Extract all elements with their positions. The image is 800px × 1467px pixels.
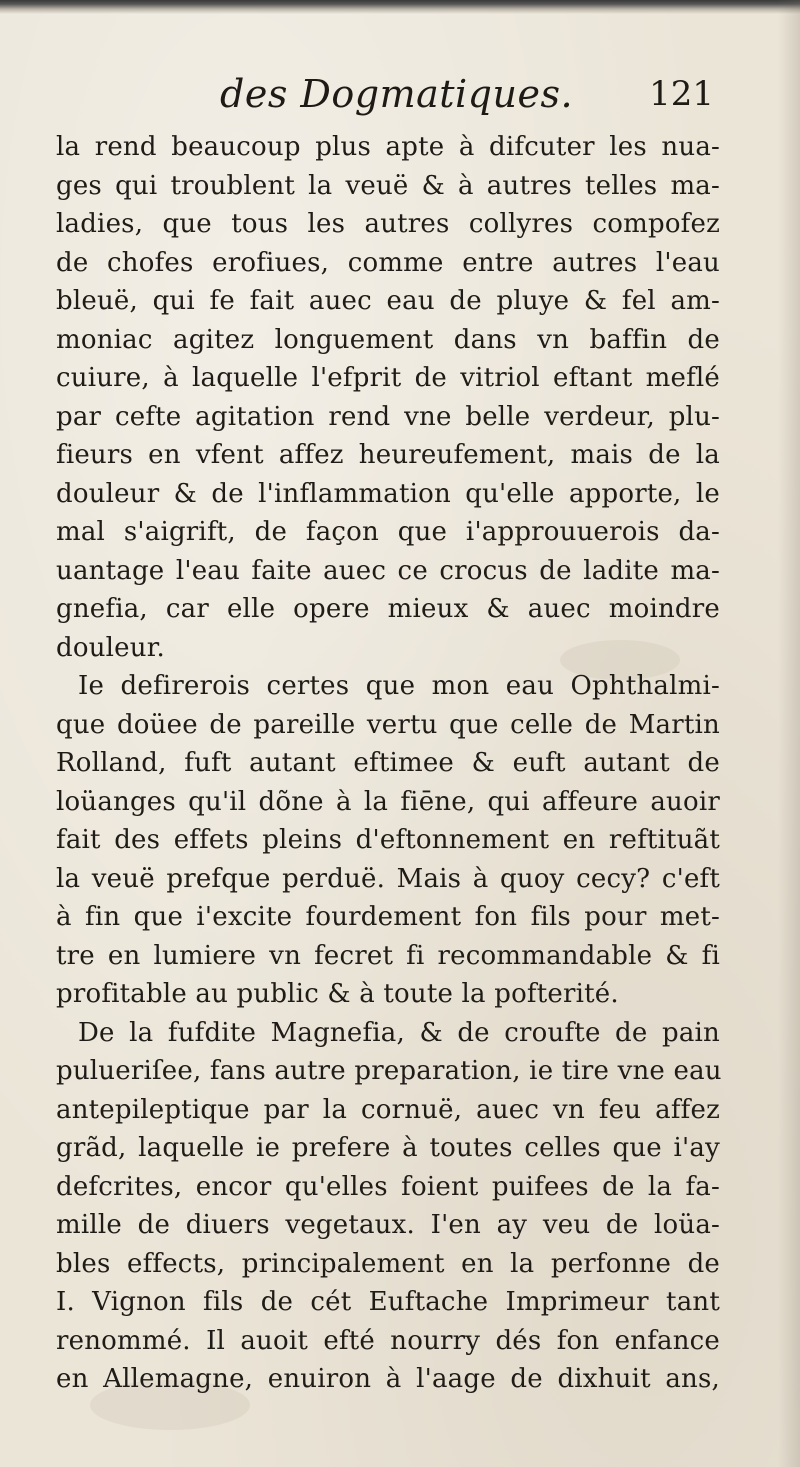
text-line: ges qui troublent la veuë & à autres telles ma-: [56, 170, 720, 201]
text-line: I. Vignon fils de cét Euftache Imprimeur tant: [56, 1287, 720, 1317]
body-text: [56, 128, 720, 1399]
text-line: loüanges qu'il dõne à la fiēne, qui affeure auoir: [56, 786, 720, 817]
text-line: uantage l'eau faite auec ce crocus de ladite ma-: [56, 555, 720, 586]
text-line: tre en lumiere vn fecret fi recommandable & fi: [56, 940, 720, 971]
text-line: Rolland, fuft autant eftimee & euft autant de: [56, 748, 720, 778]
text-line: cuiure, à laquelle l'efprit de vitriol eftant meflé: [56, 363, 720, 393]
text-line: en Allemagne, enuiron à l'aage de dixhuit ans,: [56, 1364, 720, 1394]
text-line: bles effects, principalement en la perfonne de: [56, 1248, 720, 1279]
text-line: defcrites, encor qu'elles foient puifees de la fa-: [56, 1171, 720, 1202]
page-number: 121: [649, 74, 714, 114]
text-line: douleur.: [56, 632, 165, 663]
text-line: de chofes erofiues, comme entre autres l'eau: [56, 247, 720, 278]
text-line: Ie defirerois certes que mon eau Ophthalmi-: [78, 671, 720, 701]
text-line: que doüee de pareille vertu que celle de Martin: [56, 709, 720, 740]
text-line: antepileptique par la cornuë, auec vn feu affez: [56, 1094, 720, 1125]
text-line: pulueriſee, fans autre preparation, ie tire vne eau: [56, 1056, 722, 1086]
page-header: [56, 72, 720, 128]
text-line: mille de diuers vegetaux. I'en ay veu de loüa-: [56, 1210, 720, 1240]
text-line: fait des effets pleins d'eftonnement en reftituãt: [56, 825, 720, 855]
text-line: moniac agitez longuement dans vn baffin de: [56, 324, 720, 355]
text-line: douleur & de l'inflammation qu'elle apporte, le: [56, 478, 720, 509]
text-line: grãd, laquelle ie prefere à toutes celles que i'ay: [56, 1133, 720, 1163]
running-head: des Dogmatiques.: [220, 72, 574, 116]
text-line: renommé. Il auoit efté nourry dés fon enfance: [56, 1325, 720, 1356]
text-line: gnefia, car elle opere mieux & auec moindre: [56, 594, 720, 624]
text-line: par cefte agitation rend vne belle verdeur, plu-: [56, 401, 720, 432]
text-line: fieurs en vfent affez heureufement, mais de la: [56, 440, 720, 470]
text-line: profitable au public & à toute la pofterité.: [56, 979, 619, 1009]
text-line: bleuë, qui fe fait auec eau de pluye & fel am-: [56, 286, 720, 316]
text-line: mal s'aigrift, de façon que i'approuuerois da-: [56, 517, 720, 547]
text-line: la rend beaucoup plus apte à difcuter les nua-: [56, 132, 720, 162]
text-line: à fin que i'excite fourdement fon fils pour met-: [56, 902, 720, 932]
page-gutter-shadow: [778, 0, 800, 1467]
text-line: la veuë prefque perduë. Mais à quoy cecy? c'eft: [56, 863, 720, 894]
page-top-edge: [0, 0, 800, 14]
text-line: De la fufdite Magnefia, & de croufte de pain: [78, 1017, 720, 1048]
text-line: ladies, que tous les autres collyres compofez: [56, 209, 720, 239]
